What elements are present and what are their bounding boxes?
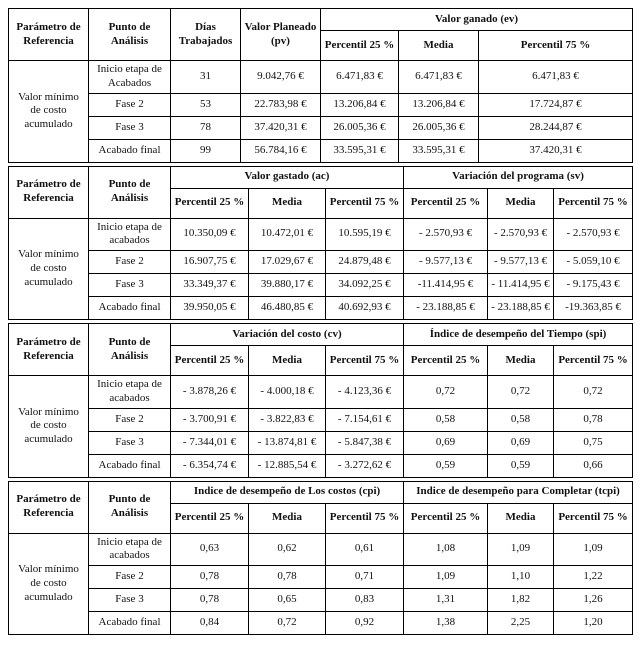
row-label: Acabado final [89,297,171,320]
value-cell: 26.005,36 € [399,116,479,139]
value-cell: 56.784,16 € [241,139,321,162]
value-cell: 0,71 [326,566,404,589]
value-cell: 0,72 [249,612,326,635]
value-cell: - 23.188,85 € [404,297,488,320]
value-cell: 53 [171,93,241,116]
dias-trabajados-header: Días Trabajados [171,9,241,61]
value-cell: 6.471,83 € [479,61,633,94]
value-cell: 0,63 [171,533,249,566]
row-group-label: Valor mínimo de costo acumulado [9,218,89,320]
punto-analisis-header: Punto de Análisis [89,481,171,533]
row-label: Fase 3 [89,589,171,612]
value-cell: 78 [171,116,241,139]
value-cell: 1,08 [404,533,488,566]
row-label: Fase 2 [89,251,171,274]
value-cell: 0,58 [404,408,488,431]
value-cell: 24.879,48 € [326,251,404,274]
value-cell: - 13.874,81 € [249,431,326,454]
media-header: Media [249,346,326,376]
row-group-label: Valor mínimo de costo acumulado [9,533,89,635]
percentil-25-header: Percentil 25 % [404,346,488,376]
value-cell: 34.092,25 € [326,274,404,297]
value-cell: 0,61 [326,533,404,566]
value-cell: 1,09 [488,533,554,566]
percentil-75-header: Percentil 75 % [479,31,633,61]
value-cell: - 7.154,61 € [326,408,404,431]
param-referencia-header: Parámetro de Referencia [9,481,89,533]
value-cell: 33.595,31 € [399,139,479,162]
table-row [9,297,633,320]
value-cell: 1,09 [404,566,488,589]
value-cell: 33.595,31 € [321,139,399,162]
table-row [9,139,633,162]
value-cell: -11.414,95 € [404,274,488,297]
row-label: Inicio etapa de acabados [89,376,171,409]
value-cell: 9.042,76 € [241,61,321,94]
param-referencia-header: Parámetro de Referencia [9,166,89,218]
value-cell: 0,78 [171,589,249,612]
value-cell: - 5.847,38 € [326,431,404,454]
value-cell: 1,31 [404,589,488,612]
table-row [9,251,633,274]
value-cell: 22.783,98 € [241,93,321,116]
value-cell: 10.350,09 € [171,218,249,251]
table-cv-spi [8,323,633,478]
media-header: Media [399,31,479,61]
value-cell: 1,20 [554,612,633,635]
param-referencia-header: Parámetro de Referencia [9,9,89,61]
value-cell: 0,59 [488,454,554,477]
value-cell: 6.471,83 € [321,61,399,94]
value-cell: 6.471,83 € [399,61,479,94]
value-cell: 0,72 [488,376,554,409]
value-cell: 40.692,93 € [326,297,404,320]
value-cell: - 2.570,93 € [404,218,488,251]
media-header: Media [488,503,554,533]
percentil-25-header: Percentil 25 % [171,503,249,533]
value-cell: - 2.570,93 € [554,218,633,251]
row-label: Inicio etapa de acabados [89,533,171,566]
row-label: Fase 2 [89,93,171,116]
value-cell: 13.206,84 € [321,93,399,116]
percentil-75-header: Percentil 75 % [326,346,404,376]
value-cell: 0,59 [404,454,488,477]
value-cell: 0,66 [554,454,633,477]
value-cell: 1,82 [488,589,554,612]
value-cell: 0,72 [404,376,488,409]
value-cell: - 11.414,95 € [488,274,554,297]
value-cell: - 9.175,43 € [554,274,633,297]
value-cell: 0,84 [171,612,249,635]
percentil-25-header: Percentil 25 % [171,188,249,218]
value-cell: - 4.123,36 € [326,376,404,409]
punto-analisis-header: Punto de Análisis [89,9,171,61]
value-cell: 16.907,75 € [171,251,249,274]
table-valor-gastado-sv [8,166,633,321]
value-cell: 26.005,36 € [321,116,399,139]
value-cell: 0,92 [326,612,404,635]
value-cell: 1,10 [488,566,554,589]
value-cell: 0,78 [171,566,249,589]
value-cell: 33.349,37 € [171,274,249,297]
percentil-25-header: Percentil 25 % [321,31,399,61]
value-cell: 0,72 [554,376,633,409]
table-row [9,589,633,612]
percentil-75-header: Percentil 75 % [326,503,404,533]
param-referencia-header: Parámetro de Referencia [9,324,89,376]
header-row [9,166,633,188]
value-cell: 0,75 [554,431,633,454]
value-cell: 31 [171,61,241,94]
percentil-75-header: Percentil 75 % [554,188,633,218]
row-label: Fase 3 [89,274,171,297]
percentil-75-header: Percentil 75 % [554,503,633,533]
media-header: Media [249,503,326,533]
value-cell: - 3.700,91 € [171,408,249,431]
variacion-costo-group-header: Variación del costo (cv) [171,324,404,346]
table-row [9,218,633,251]
punto-analisis-header: Punto de Análisis [89,166,171,218]
percentil-75-header: Percentil 75 % [326,188,404,218]
table-row [9,612,633,635]
row-label: Fase 3 [89,116,171,139]
table-row [9,61,633,94]
value-cell: 37.420,31 € [241,116,321,139]
percentil-25-header: Percentil 25 % [404,188,488,218]
row-group-label: Valor mínimo de costo acumulado [9,61,89,163]
value-cell: 37.420,31 € [479,139,633,162]
row-label: Acabado final [89,454,171,477]
value-cell: - 2.570,93 € [488,218,554,251]
header-row [9,481,633,503]
value-cell: 1,09 [554,533,633,566]
valor-ganado-group-header: Valor ganado (ev) [321,9,633,31]
table-row [9,431,633,454]
value-cell: 0,62 [249,533,326,566]
value-cell: - 3.822,83 € [249,408,326,431]
media-header: Media [488,188,554,218]
value-cell: 0,58 [488,408,554,431]
value-cell: - 5.059,10 € [554,251,633,274]
row-group-label: Valor mínimo de costo acumulado [9,376,89,478]
table-row [9,408,633,431]
row-label: Acabado final [89,612,171,635]
indice-cpi-group-header: Indice de desempeño de Los costos (cpi) [171,481,404,503]
table-row [9,376,633,409]
value-cell: 39.950,05 € [171,297,249,320]
value-cell: 17.724,87 € [479,93,633,116]
value-cell: 10.595,19 € [326,218,404,251]
header-row [9,324,633,346]
percentil-75-header: Percentil 75 % [554,346,633,376]
percentil-25-header: Percentil 25 % [404,503,488,533]
value-cell: - 23.188,85 € [488,297,554,320]
valor-planeado-header: Valor Planeado (pv) [241,9,321,61]
value-cell: - 6.354,74 € [171,454,249,477]
variacion-programa-group-header: Variación del programa (sv) [404,166,633,188]
value-cell: 1,26 [554,589,633,612]
value-cell: -19.363,85 € [554,297,633,320]
value-cell: - 7.344,01 € [171,431,249,454]
value-cell: 46.480,85 € [249,297,326,320]
row-label: Inicio etapa de Acabados [89,61,171,94]
value-cell: 2,25 [488,612,554,635]
value-cell: 10.472,01 € [249,218,326,251]
valor-gastado-group-header: Valor gastado (ac) [171,166,404,188]
header-row [9,9,633,31]
row-label: Fase 3 [89,431,171,454]
value-cell: 0,65 [249,589,326,612]
table-cpi-tcpi [8,481,633,636]
indice-spi-group-header: Índice de desempeño del Tiempo (spi) [404,324,633,346]
table-row [9,93,633,116]
value-cell: 0,69 [404,431,488,454]
value-cell: 0,78 [554,408,633,431]
indice-tcpi-group-header: Indice de desempeño para Completar (tcpi) [404,481,633,503]
value-cell: - 3.272,62 € [326,454,404,477]
value-cell: - 9.577,13 € [404,251,488,274]
value-cell: 39.880,17 € [249,274,326,297]
row-label: Acabado final [89,139,171,162]
value-cell: - 3.878,26 € [171,376,249,409]
row-label: Fase 2 [89,408,171,431]
value-cell: 17.029,67 € [249,251,326,274]
value-cell: 0,83 [326,589,404,612]
value-cell: - 9.577,13 € [488,251,554,274]
row-label: Fase 2 [89,566,171,589]
media-header: Media [488,346,554,376]
value-cell: 1,38 [404,612,488,635]
media-header: Media [249,188,326,218]
value-cell: - 4.000,18 € [249,376,326,409]
value-cell: 0,78 [249,566,326,589]
value-cell: 0,69 [488,431,554,454]
table-row [9,454,633,477]
table-row [9,116,633,139]
value-cell: 1,22 [554,566,633,589]
value-cell: 28.244,87 € [479,116,633,139]
value-cell: - 12.885,54 € [249,454,326,477]
value-cell: 99 [171,139,241,162]
punto-analisis-header: Punto de Análisis [89,324,171,376]
table-row [9,533,633,566]
table-row [9,566,633,589]
table-valor-ganado [8,8,633,163]
table-row [9,274,633,297]
value-cell: 13.206,84 € [399,93,479,116]
percentil-25-header: Percentil 25 % [171,346,249,376]
row-label: Inicio etapa de acabados [89,218,171,251]
